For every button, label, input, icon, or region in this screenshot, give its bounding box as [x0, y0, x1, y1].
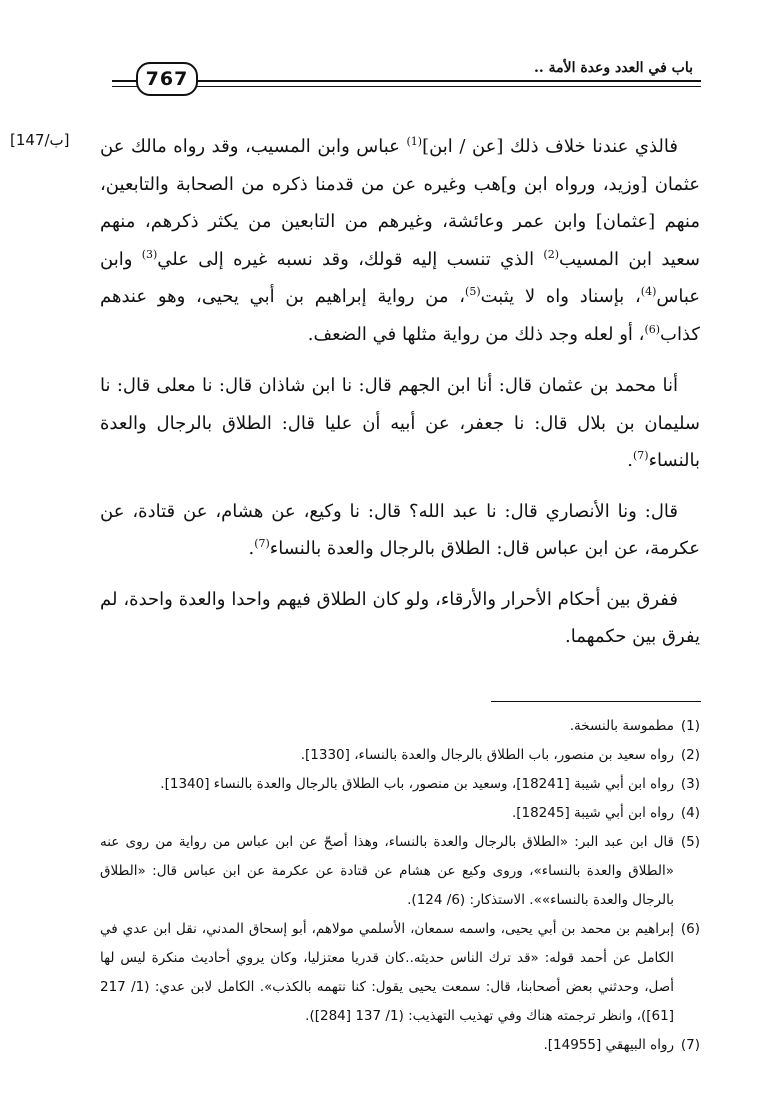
paragraph [100, 367, 700, 480]
footnote-text: رواه سعيد بن منصور، باب الطلاق بالرجال والعدة بالنساء، [1330]. [300, 747, 674, 763]
footnote-item [100, 712, 700, 741]
manuscript-folio-reference: [147/ب] [10, 131, 70, 149]
footnote-text: رواه ابن أبي شيبة [18241]، وسعيد بن منصور، باب الطلاق بالرجال والعدة بالنساء [1340]. [160, 776, 674, 792]
footnote-number: (5) [680, 834, 700, 850]
footnote-number: (1) [680, 718, 700, 734]
page-number: 767 [136, 62, 198, 96]
footnote-marker: (5) [465, 285, 481, 298]
footnote-number: (7) [680, 1037, 700, 1053]
paragraph-text: وابن عباس [100, 248, 700, 307]
footnote-item [100, 1031, 700, 1060]
footnote-text: قال ابن عبد البر: «الطلاق بالرجال والعدة بالنساء، وهذا أصحّ عن ابن عباس من رواية من روى عنه «الطلاق والعدة بالنساء»، وروى وكيع عن هشام عن قتادة عن عكرمة عن ابن عباس قال: «الطلاق بالرجال والعدة بالنساء»». الاستذكار: (6/ 124). [100, 834, 674, 908]
paragraph [100, 128, 700, 353]
paragraph [100, 581, 700, 656]
footnote-item [100, 770, 700, 799]
footnote-marker: (4) [640, 285, 657, 298]
footnote-text: رواه ابن أبي شيبة [18245]. [511, 805, 674, 821]
running-title: باب في العدد وعدة الأمة .. [528, 60, 699, 76]
footnote-marker: (3) [141, 247, 158, 261]
footnote-marker: (7) [254, 537, 270, 550]
footnote-item [100, 828, 700, 915]
footnote-marker: (6) [644, 322, 661, 336]
footnote-marker: (1) [406, 135, 423, 148]
paragraph-text: . [627, 450, 633, 471]
footnote-separator [491, 701, 701, 702]
header-rule-thin [112, 86, 701, 87]
footnote-item [100, 799, 700, 828]
paragraph [100, 493, 700, 568]
footnote-item [100, 915, 700, 1031]
header-rule [112, 80, 701, 82]
footnote-number: (6) [680, 921, 700, 937]
paragraph-text: ففرق بين أحكام الأحرار والأرقاء، ولو كان الطلاق فيهم واحدا والعدة واحدة، لم يفرق بين حكمهما. [100, 588, 700, 647]
paragraph-text: الذي تنسب إليه قولك، وقد نسبه غيره إلى علي [157, 248, 544, 270]
footnote-number: (3) [680, 776, 700, 792]
paragraph-text: ، من رواية إبراهيم بن أبي يحيى، وهو عندهم كذاب [100, 286, 700, 345]
paragraph-text: ، أو لعله وجد ذلك من رواية مثلها في الضعف. [307, 323, 645, 345]
footnote-text: مطموسة بالنسخة. [569, 718, 674, 734]
main-text [100, 128, 700, 656]
footnote-marker: (7) [632, 449, 649, 462]
footnote-text: إبراهيم بن محمد بن أبي يحيى، واسمه سمعان، الأسلمي مولاهم، أبو إسحاق المدني، نقل ابن عدي في الكامل عن أحمد قوله: «قد ترك الناس حديثه..كان قدريا معتزليا، وكان يروي أحاديث منكرة ليس لها أصل، وحدثني بعض أصحابنا، قال: سمعت يحيى يقول: كنا نتهمه بالكذب». الكامل لابن عدي: (1/ 217 [61])، وانظر ترجمته هناك وفي تهذيب التهذيب: (1/ 137 [284]). [100, 921, 674, 1024]
paragraph-text: قال: ونا الأنصاري قال: نا عبد الله؟ قال: نا وكيع، عن هشام، عن قتادة، عن عكرمة، عن ابن عباس قال: الطلاق بالرجال والعدة بالنساء [100, 500, 700, 559]
paragraph-text: ، بإسناد واه لا يثبت [480, 286, 641, 307]
paragraph-text: . [248, 538, 255, 559]
paragraph-text: عباس وابن المسيب، وقد رواه مالك عن عثمان [وزيد، ورواه ابن و]هب وغيره عن من قدمنا ذكره من الصحابة والتابعين، منهم [عثمان] وابن عمر وعائشة، وغيرهم من التابعين من يكثر ذكرهم، منهم سعيد ابن المسيب [100, 136, 700, 270]
paragraph-text: أنا محمد بن عثمان قال: أنا ابن الجهم قال: نا ابن شاذان قال: نا معلى قال: نا سليمان بن بلال قال: نا جعفر، عن أبيه أن عليا قال: الطلاق بالرجال والعدة بالنساء [100, 375, 700, 471]
footnote-item [100, 741, 700, 770]
footnote-number: (4) [680, 805, 700, 821]
footnote-text: رواه البيهقي [14955]. [543, 1037, 674, 1053]
footnote-marker: (2) [543, 247, 559, 261]
paragraph-text: فالذي عندنا خلاف ذلك [عن / ابن] [422, 136, 678, 157]
footnotes [100, 712, 700, 1060]
footnote-number: (2) [680, 747, 700, 763]
